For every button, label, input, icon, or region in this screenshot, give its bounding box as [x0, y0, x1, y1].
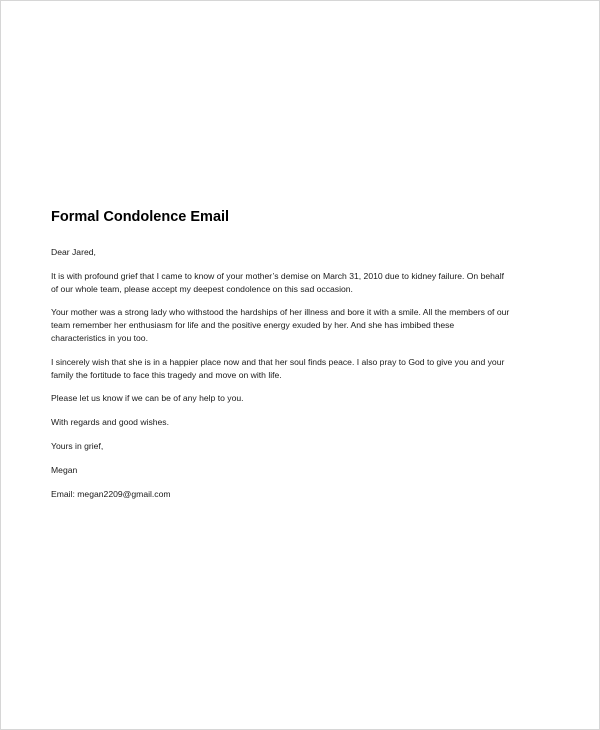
- paragraph-1-line-2: of our whole team, please accept my deepest condolence on this sad occasion.: [51, 283, 353, 294]
- paragraph-2-line-2: team remember her enthusiasm for life and the positive energy exuded by her. And she has imbibed these: [51, 320, 455, 331]
- paragraph-3-line-1: I sincerely wish that she is in a happier place now and that her soul finds peace. I also pray to God to give you and your: [51, 356, 505, 367]
- paragraph-1-line-1: It is with profound grief that I came to know of your mother’s demise on March 31, 2010 due to kidney failure. On behalf: [51, 270, 505, 281]
- regards-line: With regards and good wishes.: [51, 417, 169, 428]
- paragraph-2-line-3: characteristics in you too.: [51, 332, 148, 343]
- signature-name: Megan: [51, 464, 78, 475]
- paragraph-2: [51, 306, 551, 344]
- letter-body: [51, 208, 551, 511]
- paragraph-4: Please let us know if we can be of any help to you.: [51, 393, 244, 404]
- paragraph-3-line-2: family the fortitude to face this tragedy and move on with life.: [51, 369, 282, 380]
- email-address: Email: megan2209@gmail.com: [51, 488, 171, 499]
- document-title: Formal Condolence Email: [51, 209, 230, 225]
- closing-line: Yours in grief,: [51, 440, 104, 451]
- greeting: Dear Jared,: [51, 247, 96, 257]
- paragraph-1: [51, 270, 551, 296]
- paragraph-3: [51, 356, 551, 382]
- paragraph-2-line-1: Your mother was a strong lady who withstood the hardships of her illness and bore it with a smile. All the members of our: [51, 307, 510, 318]
